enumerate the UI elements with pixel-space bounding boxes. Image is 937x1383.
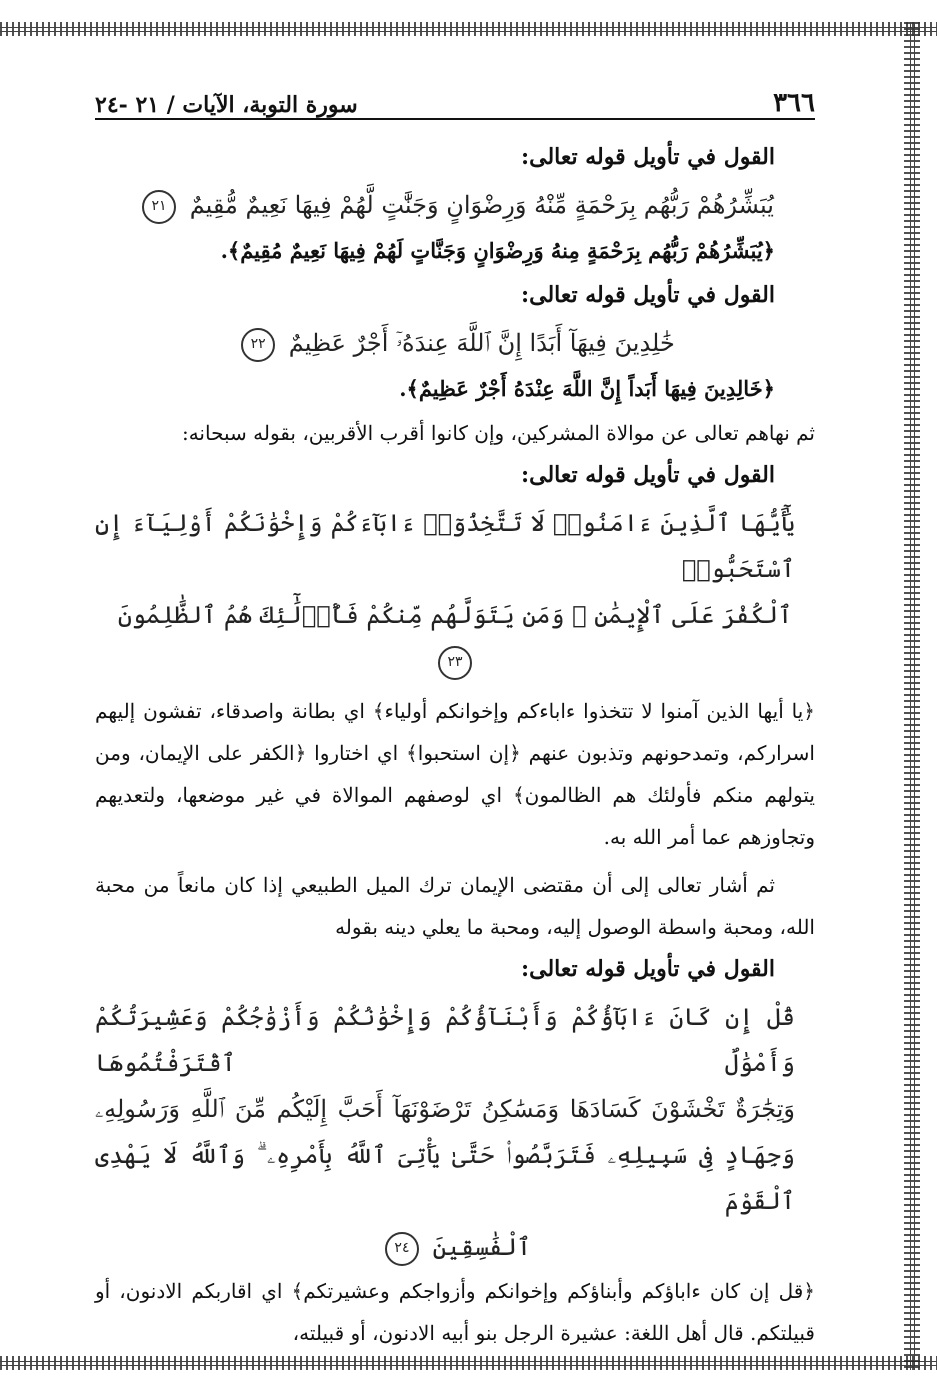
- verse-text: ٱلْكُفْرَ عَلَى ٱلْإِيمَٰنِ ۚ وَمَن يَتَوَلَّهُم مِّنكُمْ فَأُو۟لَٰٓئِكَ هُمُ ٱلظَّٰلِمُونَ: [117, 601, 793, 629]
- quran-verse-line: وَتِجَٰرَةٌ تَخْشَوْنَ كَسَادَهَا وَمَسَٰكِنُ تَرْضَوْنَهَآ أَحَبَّ إِلَيْكُم مِّنَ ٱللَّهِ وَرَسُولِهِۦ: [95, 1095, 795, 1123]
- section-heading: القول في تأويل قوله تعالى:: [521, 144, 775, 170]
- page-number: ٣٦٦: [773, 88, 815, 118]
- quran-verse-line: قُلْ إِن كَانَ ءَابَآؤُكُمْ وَأَبْنَآؤُكُمْ وَإِخْوَٰنُكُمْ وَأَزْوَٰجُكُمْ وَعَشِيرَتُكُمْ وَأَمْوَٰلٌ ٱقْتَرَفْتُمُوهَا: [95, 1003, 795, 1077]
- quran-verse-line: يَٰٓأَيُّهَا ٱلَّذِينَ ءَامَنُوا۟ لَا تَتَّخِذُوٓا۟ ءَابَآءَكُمْ وَإِخْوَٰنَكُمْ أَوْلِيَآءَ إِنِ ٱسْتَحَبُّوا۟: [95, 509, 795, 583]
- ayah-number-badge: ٢٢: [241, 328, 275, 362]
- quran-verse: [95, 320, 815, 366]
- verse-quote: ﴿خَالِدِينَ فِيهَا أَبَداً إِنَّ اللَّهَ عِنْدَهُ أَجْرٌ عَظِيمٌ﴾.: [399, 376, 775, 401]
- book-page: [95, 70, 815, 1354]
- quran-verse: [95, 592, 815, 684]
- verse-text: خَٰلِدِينَ فِيهَآ أَبَدًا إِنَّ ٱللَّهَ عِندَهُۥٓ أَجْرٌ عَظِيمٌ: [288, 329, 675, 357]
- section-heading: القول في تأويل قوله تعالى:: [521, 282, 775, 308]
- verse-text: ٱلْفَٰسِقِينَ: [432, 1233, 532, 1261]
- commentary-paragraph: ثم نهاهم تعالى عن موالاة المشركين، وإن كانوا أقرب الأقربين، بقوله سبحانه:: [181, 421, 815, 445]
- commentary-paragraph: ﴿قل إن كان ءاباؤكم وأبناؤكم وإخوانكم وأزواجكم وعشيرتكم﴾ اي اقاربكم الادنون، أو قبيلتكم. قال أهل اللغة: عشيرة الرجل بنو أبيه الادنون، أو قبيلته،: [95, 1279, 815, 1345]
- running-title: سورة التوبة، الآيات / ٢١ -٢٤: [95, 92, 358, 118]
- commentary-paragraph: ثم أشار تعالى إلى أن مقتضى الإيمان ترك الميل الطبيعي إذا كان مانعاً من محبة الله، ومحبة واسطة الوصول إليه، ومحبة ما يعلي دينه بقوله: [95, 873, 815, 939]
- verse-quote: ﴿يُبَشِّرُهُمْ رَبُّهُم بِرَحْمَةٍ مِنهُ وَرِضْوَانٍ وَجَنَّاتٍ لَهُمْ فِيهَا نَعِيمٌ مُقِيمٌ﴾.: [220, 238, 775, 263]
- ayah-number-badge: ٢٣: [438, 646, 472, 680]
- section-heading: القول في تأويل قوله تعالى:: [521, 462, 775, 488]
- ayah-number-badge: ٢٤: [385, 1232, 419, 1266]
- page-border-right: [904, 22, 920, 1370]
- quran-verse-line: وَجِهَادٍ فِى سَبِيلِهِۦ فَتَرَبَّصُوا۟ حَتَّىٰ يَأْتِىَ ٱللَّهُ بِأَمْرِهِۦ ۗ وَٱللَّهُ لَا يَهْدِى ٱلْقَوْمَ: [95, 1141, 795, 1215]
- ayah-number-badge: ٢١: [142, 190, 176, 224]
- section-heading: القول في تأويل قوله تعالى:: [521, 956, 775, 982]
- page-border-top: [0, 22, 937, 36]
- verse-text: يُبَشِّرُهُمْ رَبُّهُم بِرَحْمَةٍ مِّنْهُ وَرِضْوَانٍ وَجَنَّٰتٍ لَّهُمْ فِيهَا نَعِيمٌ مُّقِيمٌ: [189, 191, 774, 219]
- quran-verse: [95, 1224, 815, 1270]
- commentary-paragraph: ﴿يا أيها الذين آمنوا لا تتخذوا ءاباءكم وإخوانكم أولياء﴾ اي بطانة واصدقاء، تفشون إليهم اسراركم، وتمدحونهم وتذبون عنهم ﴿إن استحبوا﴾ اي اختاروا ﴿الكفر على الإيمان، ومن يتولهم منكم فأولئك هم الظالمون﴾ اي لوصفهم الموالاة في غير موضعها، ولتعديهم وتجاوزهم عما أمر الله به.: [95, 699, 815, 849]
- quran-verse: [95, 182, 815, 228]
- page-header: [95, 70, 815, 120]
- page-border-bottom: [0, 1356, 937, 1370]
